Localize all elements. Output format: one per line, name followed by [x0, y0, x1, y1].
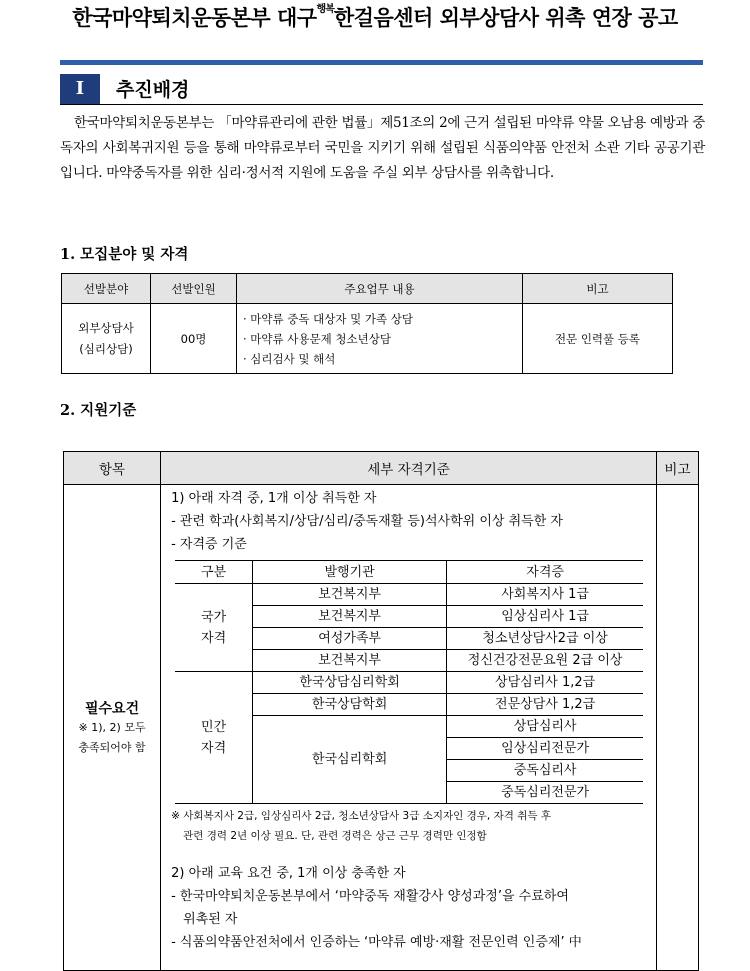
- certificate-table: [175, 560, 643, 804]
- table-row: [62, 304, 673, 374]
- private-group: 민간 자격: [175, 672, 253, 804]
- req2-title: 2) 아래 교육 요건 중, 1개 이상 충족한 자: [171, 866, 406, 881]
- recruitment-heading: 1. 모집분야 및 자격: [60, 246, 189, 263]
- criteria-heading: 2. 지원기준: [60, 402, 137, 419]
- note-cell: 전문 인력풀 등록: [523, 304, 673, 374]
- cert-col-header: 구분: [175, 561, 253, 584]
- col-header: 비고: [523, 274, 673, 304]
- req2-bullet: - 식품의약품안전처에서 인증하는 ‘마약류 예방·재활 전문인력 인증제’ 中: [171, 935, 582, 950]
- criteria-table: [63, 451, 699, 971]
- national-group: 국가 자격: [175, 584, 253, 672]
- background-paragraph: 한국마약퇴치운동본부는 「마약류관리에 관한 법률」제51조의 2에 근거 설립된 마약류 약물 오남용 예방과 중독자의 사회복귀지원 등을 통해 마약류로부터 국민을 지키기 위해 설립된 식품의약품 안전처 소관 기타 공공기관입니다. 마약중독자를 위한 심리·정서적 지원에 도움을 주실 외부 상담사를 위촉합니다.: [60, 115, 705, 181]
- section-heading: 추진배경: [116, 79, 190, 101]
- title-superscript: 행복: [316, 4, 334, 15]
- col-header: 비고: [656, 452, 698, 485]
- table-row: 보건복지부 정신건강전문요원 2급 이상: [175, 650, 643, 672]
- section-number-badge: I: [60, 74, 100, 104]
- table-row: 민간 자격 한국상담심리학회 상담심리사 1,2급: [175, 672, 643, 694]
- req2-bullet: - 한국마약퇴치운동본부에서 ‘마약중독 재활강사 양성과정’을 수료하여: [171, 889, 569, 904]
- field-cell: 외부상담사 (심리상담): [62, 304, 151, 374]
- table-row: 중독심리사: [175, 760, 643, 782]
- item-title: 필수요건: [85, 700, 140, 717]
- table-row: 임상심리전문가: [175, 738, 643, 760]
- item-note: ※ 1), 2) 모두 충족되어야 함: [78, 720, 146, 754]
- table-row: 한국심리학회 상담심리사: [175, 716, 643, 738]
- recruitment-table: [61, 273, 673, 374]
- kpa-issuer: 한국심리학회: [253, 716, 447, 804]
- req2-bullet-cont: 위촉된 자: [183, 912, 238, 927]
- cert-footnote: ※ 사회복지사 2급, 임상심리사 2급, 청소년상담사 3급 소지자인 경우, 자격 취득 후 관련 경력 2년 이상 필요. 단, 관련 경력은 상근 근무 경력만 인정함: [171, 810, 551, 842]
- section-top-rule: [60, 60, 703, 65]
- col-header: 선발분야: [62, 274, 151, 304]
- item-cell: [64, 485, 161, 971]
- page-title: 한국마약퇴치운동본부 대구$^{행복}$한걸음센터 외부상담사 위촉 연장 공고: [72, 4, 678, 30]
- req1-title: 1) 아래 자격 중, 1개 이상 취득한 자: [171, 491, 377, 506]
- table-row: 한국상담학회 전문상담사 1,2급: [175, 694, 643, 716]
- table-row: 여성가족부 청소년상담사2급 이상: [175, 628, 643, 650]
- req1-bullet: - 자격증 기준: [171, 537, 247, 552]
- table-row: 보건복지부 임상심리사 1급: [175, 606, 643, 628]
- col-header: 세부 자격기준: [161, 452, 657, 485]
- table-row: 국가 자격 보건복지부 사회복지사 1급: [175, 584, 643, 606]
- duties-cell: · 마약류 중독 대상자 및 가족 상담 · 마약류 사용문제 청소년상담 · 심리검사 및 해석: [237, 304, 523, 374]
- col-header: 선발인원: [151, 274, 237, 304]
- col-header: 주요업무 내용: [237, 274, 523, 304]
- cert-col-header: 자격증: [447, 561, 644, 584]
- req1-bullet: - 관련 학과(사회복지/상담/심리/중독재활 등)석사학위 이상 취득한 자: [171, 514, 563, 529]
- col-header: 항목: [64, 452, 161, 485]
- cert-col-header: 발행기관: [253, 561, 447, 584]
- count-cell: 00명: [151, 304, 237, 374]
- table-row: 중독심리전문가: [175, 782, 643, 804]
- note-cell: [656, 485, 698, 971]
- section-bottom-rule: [60, 104, 703, 105]
- detail-cell: [161, 485, 657, 971]
- section1-header: [60, 74, 703, 104]
